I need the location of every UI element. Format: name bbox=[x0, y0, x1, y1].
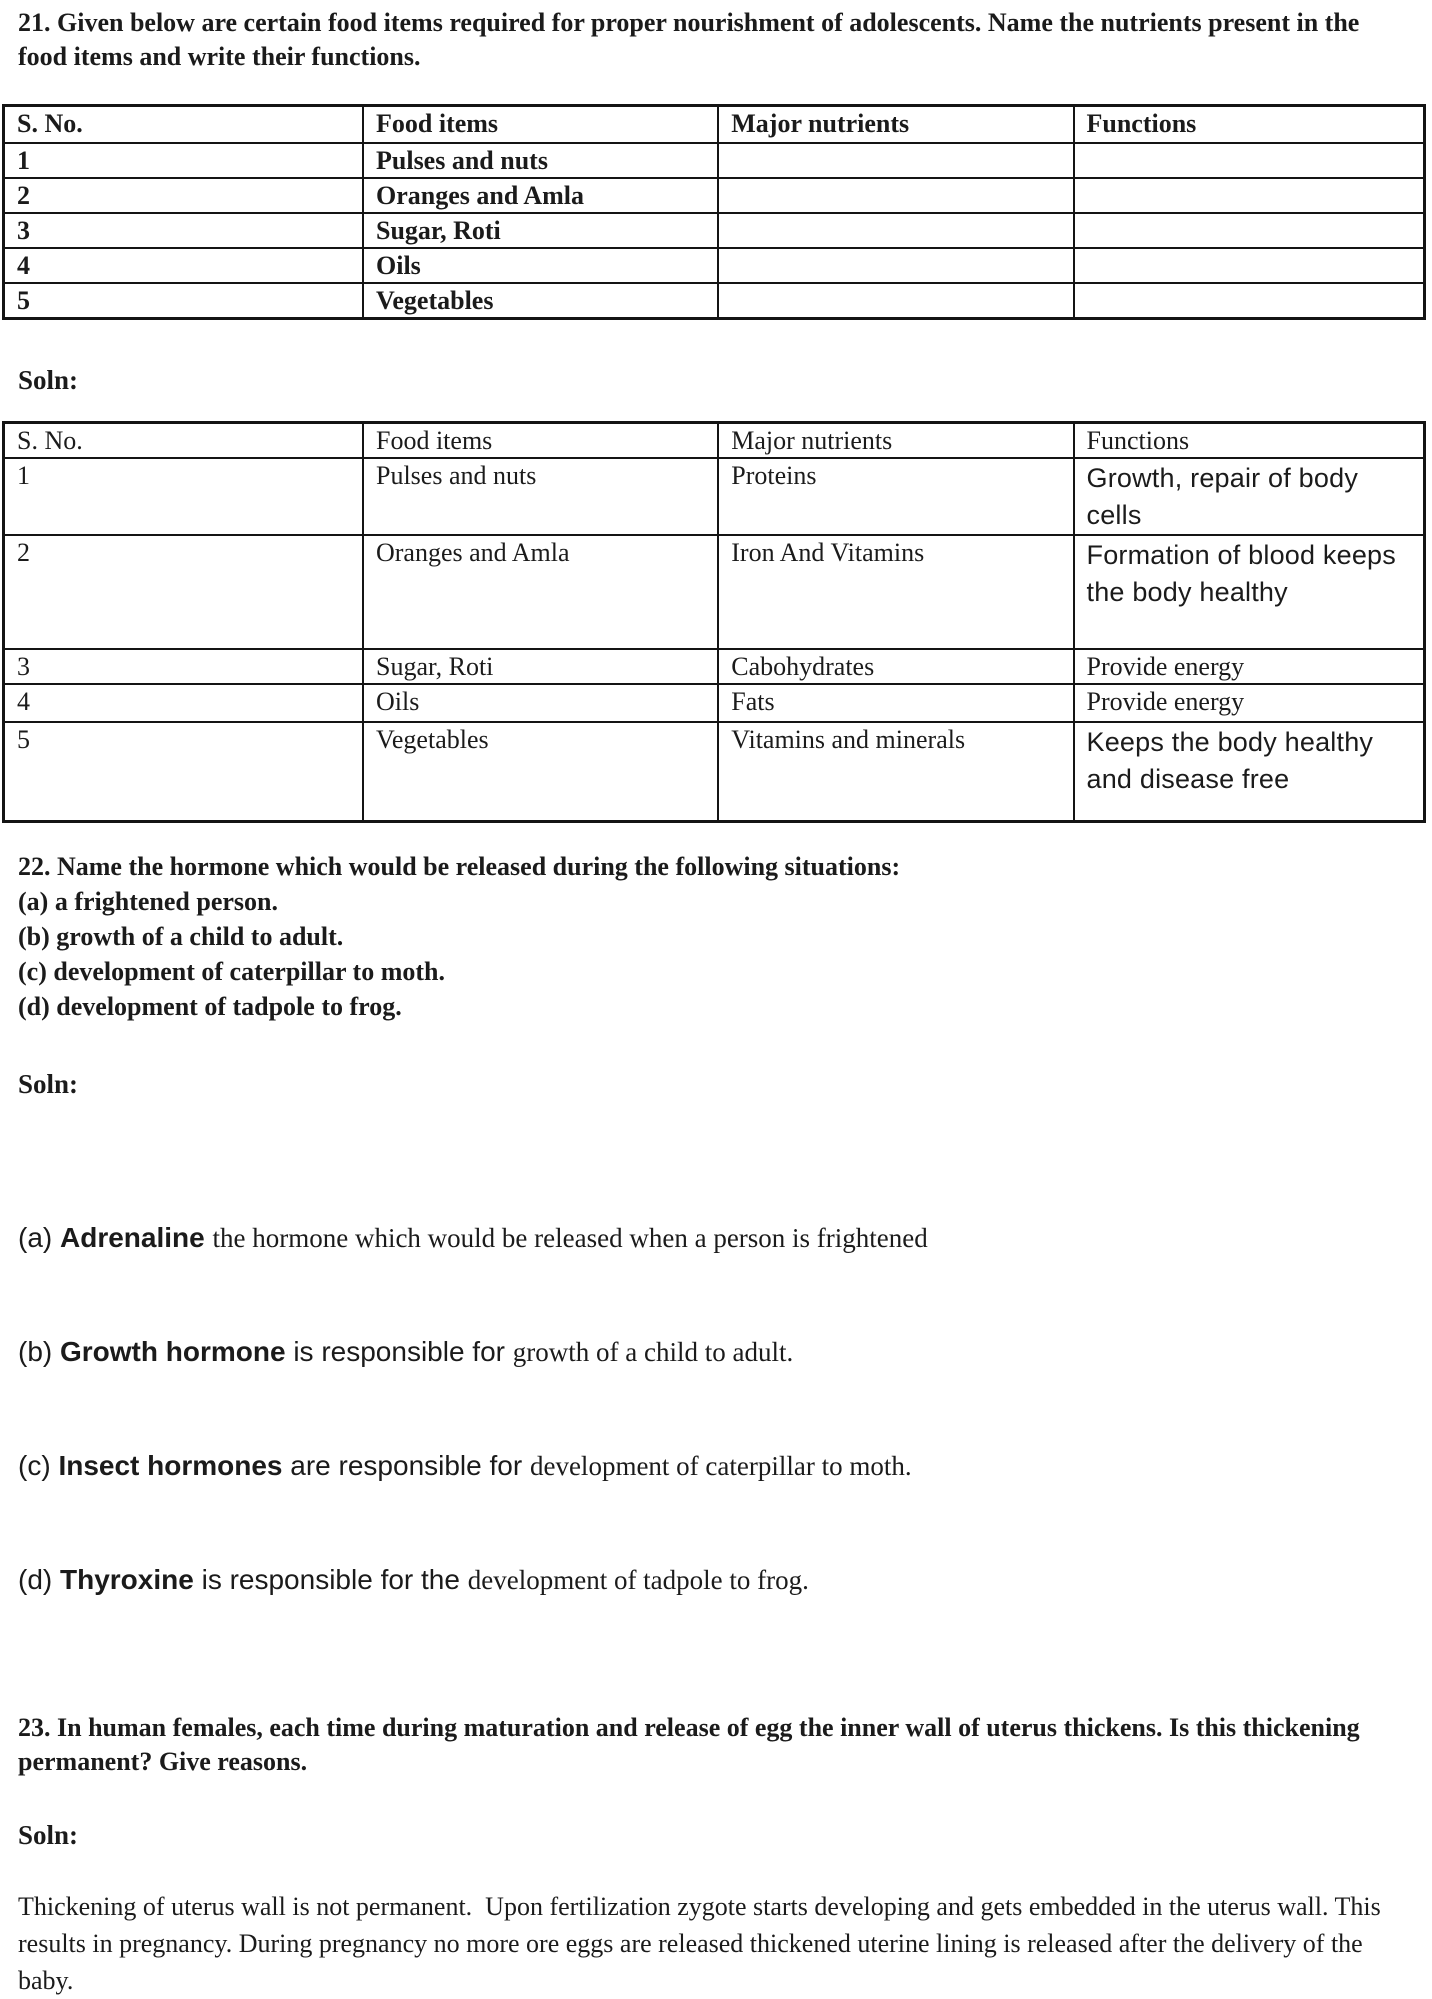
cell-function bbox=[1074, 283, 1425, 319]
hormone-name: Adrenaline bbox=[60, 1222, 205, 1253]
question-23-text: 23. In human females, each time during maturation and release of egg the inner wall of uterus thickens. Is this thickening permanent? Give reasons. bbox=[18, 1713, 1360, 1776]
cell-major-nutrient: Iron And Vitamins bbox=[718, 535, 1073, 649]
question-22-item-a: (a) a frightened person. bbox=[18, 887, 278, 916]
table-row bbox=[4, 722, 1425, 822]
answer-mid: is responsible for the bbox=[193, 1564, 468, 1595]
cell-sno: 4 bbox=[4, 684, 364, 722]
table-row bbox=[4, 178, 1425, 213]
cell-function: Keeps the body healthy and disease free bbox=[1074, 722, 1425, 822]
question-21-text: 21. Given below are certain food items required for proper nourishment of adolescents. Name the nutrients present in the food items and write their functions. bbox=[18, 8, 1360, 71]
cell-major-nutrient: Cabohydrates bbox=[718, 649, 1073, 684]
cell-function: Growth, repair of body cells bbox=[1074, 458, 1425, 535]
cell-food-item: Sugar, Roti bbox=[363, 213, 718, 248]
header-major-nutrients: Major nutrients bbox=[718, 422, 1073, 458]
table-row bbox=[4, 283, 1425, 319]
cell-major-nutrient bbox=[718, 248, 1073, 283]
question-22-block bbox=[18, 849, 1398, 1024]
cell-food-item: Vegetables bbox=[363, 722, 718, 822]
table-row bbox=[4, 684, 1425, 722]
table-header-row bbox=[4, 422, 1425, 458]
cell-function bbox=[1074, 213, 1425, 248]
header-food-items: Food items bbox=[363, 106, 718, 143]
question-22-item-d: (d) development of tadpole to frog. bbox=[18, 992, 402, 1021]
answer-d bbox=[18, 1561, 1398, 1599]
q21-blank-table bbox=[2, 104, 1426, 320]
answer-prefix: (d) bbox=[18, 1564, 60, 1595]
answer-mid: is responsible for bbox=[285, 1336, 513, 1367]
question-22-text: 22. Name the hormone which would be released during the following situations: bbox=[18, 852, 901, 881]
cell-function: Provide energy bbox=[1074, 649, 1425, 684]
q23-soln-label: Soln: bbox=[18, 1820, 79, 1850]
answer-tail: growth of a child to adult. bbox=[512, 1337, 794, 1367]
cell-major-nutrient: Vitamins and minerals bbox=[718, 722, 1073, 822]
answer-a bbox=[18, 1219, 1398, 1257]
cell-sno: 5 bbox=[4, 722, 364, 822]
cell-function bbox=[1074, 178, 1425, 213]
cell-major-nutrient bbox=[718, 283, 1073, 319]
cell-food-item: Oranges and Amla bbox=[363, 178, 718, 213]
cell-sno: 3 bbox=[4, 213, 364, 248]
table-row bbox=[4, 248, 1425, 283]
table-row bbox=[4, 649, 1425, 684]
question-22-item-b: (b) growth of a child to adult. bbox=[18, 922, 344, 951]
cell-food-item: Pulses and nuts bbox=[363, 143, 718, 178]
answer-tail: the hormone which would be released when a person is frightened bbox=[212, 1223, 928, 1253]
q22-answers bbox=[18, 1143, 1398, 1675]
cell-function: Provide energy bbox=[1074, 684, 1425, 722]
cell-sno: 2 bbox=[4, 535, 364, 649]
cell-food-item: Sugar, Roti bbox=[363, 649, 718, 684]
header-food-items: Food items bbox=[363, 422, 718, 458]
cell-food-item: Oils bbox=[363, 684, 718, 722]
cell-sno: 1 bbox=[4, 143, 364, 178]
header-sno: S. No. bbox=[4, 106, 364, 143]
cell-major-nutrient bbox=[718, 213, 1073, 248]
q21-solution-table bbox=[2, 421, 1426, 824]
question-23-block bbox=[18, 1711, 1398, 1779]
cell-food-item: Oranges and Amla bbox=[363, 535, 718, 649]
header-sno: S. No. bbox=[4, 422, 364, 458]
hormone-name: Thyroxine bbox=[60, 1564, 194, 1595]
table-row bbox=[4, 535, 1425, 649]
cell-major-nutrient bbox=[718, 143, 1073, 178]
cell-sno: 2 bbox=[4, 178, 364, 213]
table-row bbox=[4, 213, 1425, 248]
answer-tail: development of caterpillar to moth. bbox=[529, 1451, 912, 1481]
q22-soln-label: Soln: bbox=[18, 1069, 79, 1099]
cell-sno: 3 bbox=[4, 649, 364, 684]
q23-answer-text: Thickening of uterus wall is not permanent. Upon fertilization zygote starts developing and gets embedded in the uterus wall. This results in pregnancy. During pregnancy no more ore eggs are released thickened uterine lining is released after the delivery of the baby. bbox=[18, 1892, 1388, 1995]
q21-soln-label: Soln: bbox=[18, 364, 79, 395]
answer-mid: are responsible for bbox=[282, 1450, 530, 1481]
hormone-name: Insect hormones bbox=[58, 1450, 283, 1481]
answer-tail: development of tadpole to frog. bbox=[467, 1565, 809, 1595]
answer-prefix: (c) bbox=[18, 1450, 59, 1481]
table-header-row bbox=[4, 106, 1425, 143]
cell-food-item: Vegetables bbox=[363, 283, 718, 319]
cell-function: Formation of blood keeps the body healthy bbox=[1074, 535, 1425, 649]
cell-function bbox=[1074, 143, 1425, 178]
table-row bbox=[4, 458, 1425, 535]
table-row bbox=[4, 143, 1425, 178]
cell-function bbox=[1074, 248, 1425, 283]
header-functions: Functions bbox=[1074, 106, 1425, 143]
hormone-name: Growth hormone bbox=[60, 1336, 286, 1367]
question-22-item-c: (c) development of caterpillar to moth. bbox=[18, 957, 445, 986]
cell-sno: 5 bbox=[4, 283, 364, 319]
cell-major-nutrient bbox=[718, 178, 1073, 213]
cell-sno: 1 bbox=[4, 458, 364, 535]
cell-major-nutrient: Fats bbox=[718, 684, 1073, 722]
answer-b bbox=[18, 1333, 1398, 1371]
cell-food-item: Oils bbox=[363, 248, 718, 283]
answer-prefix: (a) bbox=[18, 1222, 60, 1253]
header-major-nutrients: Major nutrients bbox=[718, 106, 1073, 143]
header-functions: Functions bbox=[1074, 422, 1425, 458]
answer-c bbox=[18, 1447, 1398, 1485]
cell-sno: 4 bbox=[4, 248, 364, 283]
answer-prefix: (b) bbox=[18, 1336, 60, 1367]
cell-food-item: Pulses and nuts bbox=[363, 458, 718, 535]
cell-major-nutrient: Proteins bbox=[718, 458, 1073, 535]
